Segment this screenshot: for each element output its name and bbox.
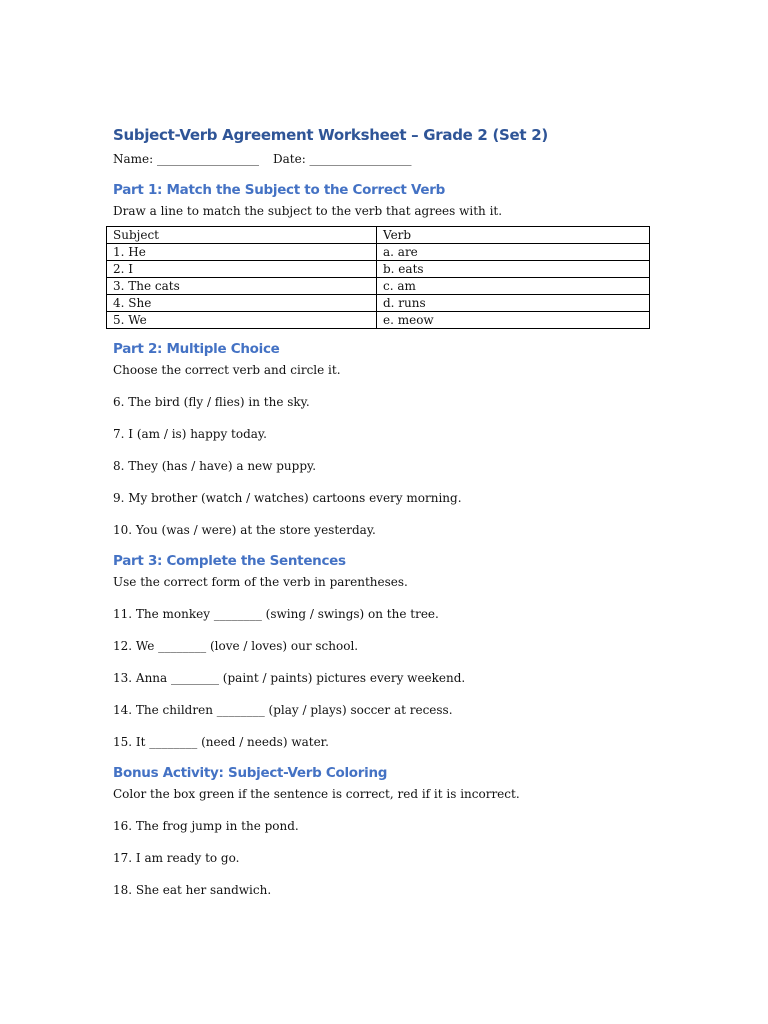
table-cell-subject: 2. I: [107, 261, 377, 278]
date-field-label: Date: _________________: [273, 152, 412, 166]
part3-heading: Part 3: Complete the Sentences: [113, 553, 346, 569]
table-header-row: [107, 227, 650, 244]
table-row: [107, 312, 650, 329]
table-cell-verb: b. eats: [377, 261, 650, 278]
table-cell-verb: e. meow: [377, 312, 650, 329]
match-table: [106, 226, 650, 329]
table-row: [107, 295, 650, 312]
table-row: [107, 261, 650, 278]
question-item: 8. They (has / have) a new puppy.: [113, 459, 317, 473]
coloring-item: 17. I am ready to go.: [113, 851, 240, 865]
sentence-item: 11. The monkey ________ (swing / swings) on the tree.: [113, 607, 439, 621]
part1-heading: Part 1: Match the Subject to the Correct Verb: [113, 182, 445, 198]
coloring-item: 18. She eat her sandwich.: [113, 883, 272, 897]
table-cell-subject: 1. He: [107, 244, 377, 261]
question-item: 10. You (was / were) at the store yesterday.: [113, 523, 376, 537]
part1-instruction: Draw a line to match the subject to the verb that agrees with it.: [113, 204, 503, 218]
part2-instruction: Choose the correct verb and circle it.: [113, 363, 341, 377]
table-cell-verb: a. are: [377, 244, 650, 261]
table-cell-subject: 4. She: [107, 295, 377, 312]
table-cell-subject: 3. The cats: [107, 278, 377, 295]
question-item: 7. I (am / is) happy today.: [113, 427, 267, 441]
worksheet-title: Subject-Verb Agreement Worksheet – Grade 2 (Set 2): [113, 126, 548, 144]
table-cell-verb: c. am: [377, 278, 650, 295]
part2-heading: Part 2: Multiple Choice: [113, 341, 280, 357]
table-header-subject: Subject: [107, 227, 377, 244]
table-row: [107, 278, 650, 295]
table-row: [107, 244, 650, 261]
question-item: 9. My brother (watch / watches) cartoons every morning.: [113, 491, 462, 505]
question-item: 6. The bird (fly / flies) in the sky.: [113, 395, 310, 409]
table-header-verb: Verb: [377, 227, 650, 244]
coloring-item: 16. The frog jump in the pond.: [113, 819, 299, 833]
worksheet-content: [113, 124, 653, 899]
part3-instruction: Use the correct form of the verb in parentheses.: [113, 575, 408, 589]
sentence-item: 12. We ________ (love / loves) our school.: [113, 639, 359, 653]
table-cell-verb: d. runs: [377, 295, 650, 312]
bonus-heading: Bonus Activity: Subject-Verb Coloring: [113, 765, 388, 781]
sentence-item: 15. It ________ (need / needs) water.: [113, 735, 329, 749]
name-date-line: [113, 148, 653, 170]
table-cell-subject: 5. We: [107, 312, 377, 329]
name-field-label: Name: _________________: [113, 152, 259, 166]
sentence-item: 14. The children ________ (play / plays) soccer at recess.: [113, 703, 453, 717]
sentence-item: 13. Anna ________ (paint / paints) pictures every weekend.: [113, 671, 466, 685]
bonus-instruction: Color the box green if the sentence is correct, red if it is incorrect.: [113, 787, 520, 801]
